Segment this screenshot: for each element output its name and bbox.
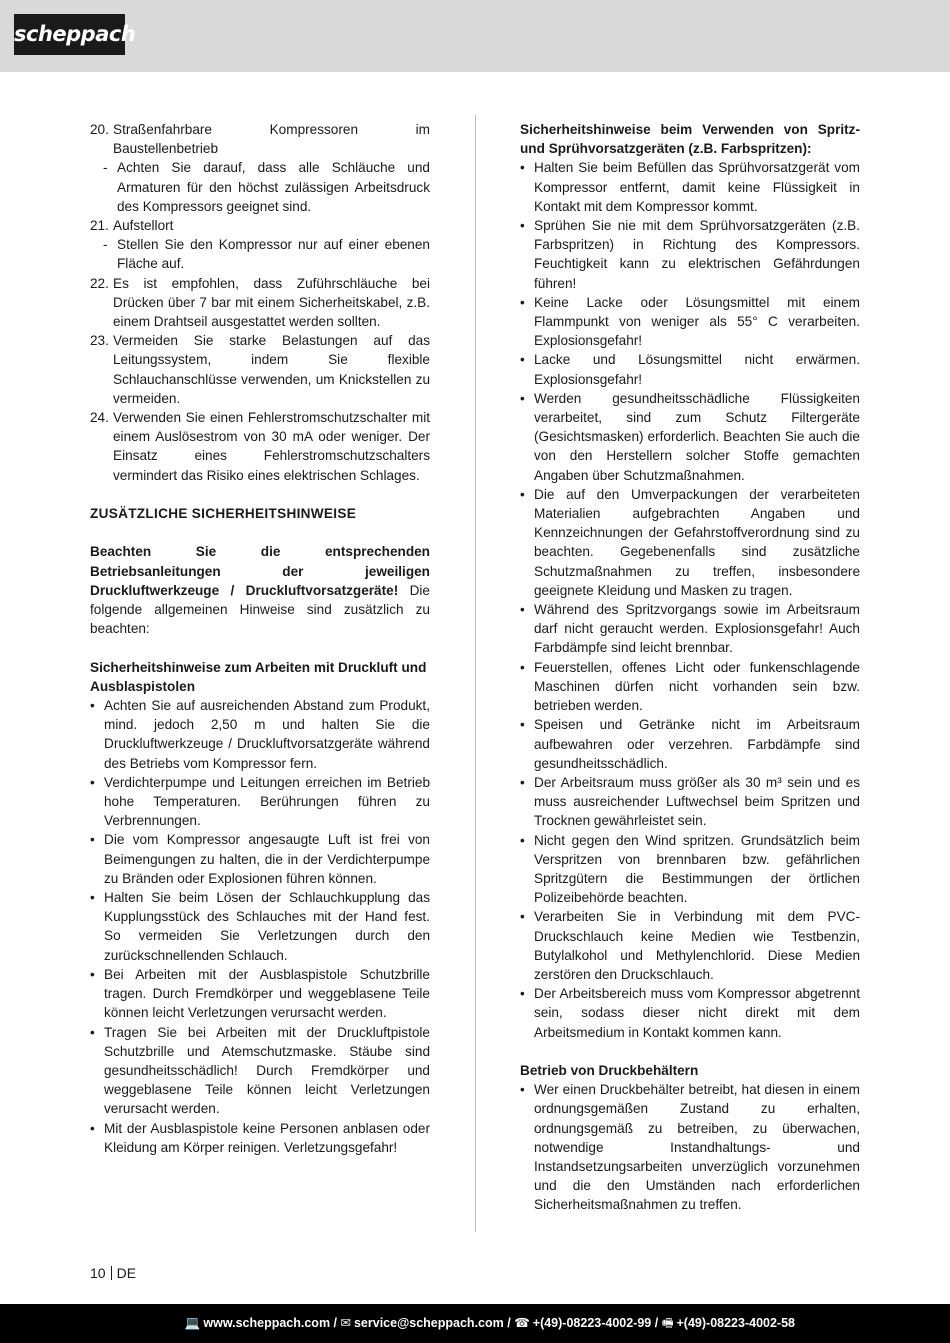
- bullet-item: [90, 1023, 430, 1119]
- bullet-item: [520, 389, 860, 485]
- bullet-item: [520, 658, 860, 716]
- phone-icon: ☎: [514, 1316, 530, 1330]
- bullet-item: [520, 984, 860, 1042]
- item-number: 21.: [90, 218, 109, 234]
- intro-bold: Beachten Sie die entsprechenden Betriebsanleitungen der jeweiligen Druckluftwerkzeuge / Druckluftvorsatzgeräte!: [90, 544, 430, 598]
- bullet-marker: •: [520, 832, 525, 848]
- bullet-marker: •: [520, 160, 525, 176]
- item-text: Straßenfahrbare Kompressoren im Baustellenbetrieb: [113, 122, 430, 157]
- item-number: 22.: [90, 275, 109, 291]
- bullet-text: Verdichterpumpe und Leitungen erreichen im Betrieb hohe Temperaturen. Berührungen führen zu Verbrennungen.: [104, 774, 430, 829]
- bullet-item: [520, 1080, 860, 1214]
- bullet-item: [90, 888, 430, 965]
- bullet-marker: •: [90, 1024, 95, 1040]
- bullet-text: Wer einen Druckbehälter betreibt, hat diesen in einem ordnungsgemäßen Zustand zu erhalten, ordnungsgemäß zu betreiben, zu überwachen, notwendige Instandhaltungs- und Instandsetzungsarbeiten unverzüglich vorzunehmen und die den Umständen nach erforderlichen Sicherheitsmaßnahmen zu treffen.: [534, 1082, 860, 1213]
- sub-heading-druckbehaelter: Betrieb von Druckbehältern: [520, 1062, 699, 1078]
- bullet-marker: •: [520, 294, 525, 310]
- bullet-item: [520, 293, 860, 351]
- bullet-marker: •: [520, 986, 525, 1002]
- bullet-marker: •: [520, 218, 525, 234]
- bullet-text: Während des Spritzvorgangs sowie im Arbeitsraum darf nicht geraucht werden. Explosionsgefahr! Auch Farbdämpfe sind leicht brennbar.: [534, 602, 860, 656]
- bullet-marker: •: [520, 717, 525, 733]
- bullet-item: [520, 831, 860, 908]
- bullet-item: [90, 830, 430, 888]
- item-text: Achten Sie darauf, dass alle Schläuche und Armaturen für den höchst zulässigen Arbeitsdruck des Kompressors geeignet sind.: [117, 160, 430, 214]
- bullet-text: Lacke und Lösungsmittel nicht erwärmen. Explosionsgefahr!: [534, 352, 860, 387]
- item-number: 24.: [90, 410, 109, 426]
- item-text: Stellen Sie den Kompressor nur auf einer ebenen Fläche auf.: [117, 237, 430, 272]
- bullet-list-druckbehaelter: [520, 1080, 860, 1214]
- bullet-text: Keine Lacke oder Lösungsmittel mit einem Flammpunkt von weniger als 55° C verarbeiten. Explosionsgefahr!: [534, 294, 860, 349]
- intro-paragraph: [90, 542, 430, 638]
- bullet-text: Achten Sie auf ausreichenden Abstand zum Produkt, mind. jedoch 2,50 m und halten Sie die Druckluftwerkzeuge / Druckluftvorsatzgeräte während des Betriebs vom Kompressor fern.: [104, 698, 430, 771]
- numbered-item: [90, 216, 430, 235]
- bullet-text: Feuerstellen, offenes Licht oder funkenschlagende Maschinen dürfen nicht vorhanden sein bzw. betrieben werden.: [534, 659, 860, 714]
- bullet-marker: •: [90, 698, 95, 714]
- bullet-marker: •: [520, 909, 525, 925]
- bullet-marker: •: [520, 352, 525, 368]
- bullet-text: Speisen und Getränke nicht im Arbeitsraum aufbewahren oder verzehren. Farbdämpfe sind gesundheitsschädlich.: [534, 717, 860, 771]
- bullet-marker: •: [90, 832, 95, 848]
- item-number: 20.: [90, 122, 109, 137]
- bullet-text: Nicht gegen den Wind spritzen. Grundsätzlich beim Verspritzen von brennbaren bzw. gefährlichen Spritzgütern die Bestimmungen der örtlichen Polizeibehörde beachten.: [534, 832, 860, 906]
- bullet-text: Der Arbeitsraum muss größer als 30 m³ sein und es muss ausreichender Luftwechsel beim Spritzen und Trocknen gewährleistet sein.: [534, 774, 860, 829]
- bullet-text: Tragen Sie bei Arbeiten mit der Druckluftpistole Schutzbrille und Atemschutzmaske. Stäube sind gesundheitsschädlich! Durch Fremdkörper und weggeblasene Teile können leicht Verletzungen verursacht werden.: [104, 1024, 430, 1117]
- mail-icon: ✉: [340, 1316, 351, 1330]
- bullet-marker: •: [90, 890, 95, 906]
- page-separator: [111, 1266, 112, 1280]
- bullet-marker: •: [520, 602, 525, 618]
- section-heading: ZUSÄTZLICHE SICHERHEITSHINWEISE: [90, 506, 357, 522]
- bullet-list-spritz: [520, 158, 860, 1041]
- dash-marker: -: [103, 237, 108, 253]
- bullet-item: [520, 715, 860, 773]
- bullet-text: Bei Arbeiten mit der Ausblaspistole Schutzbrille tragen. Durch Fremdkörper und weggeblasene Teile können leicht Verletzungen verursacht werden.: [104, 966, 430, 1021]
- fax-icon: 🖷: [661, 1316, 674, 1330]
- bullet-item: [90, 773, 430, 831]
- item-number: 23.: [90, 333, 109, 349]
- bullet-marker: •: [520, 390, 525, 406]
- dash-marker: -: [103, 160, 108, 176]
- bullet-item: [520, 216, 860, 293]
- bullet-item: [90, 1119, 430, 1157]
- column-divider: [475, 115, 476, 1232]
- left-column: [90, 120, 430, 1157]
- page-language: DE: [116, 1265, 137, 1281]
- sub-heading-druckluft: Sicherheitshinweise zum Arbeiten mit Druckluft und Ausblaspistolen: [90, 659, 427, 694]
- item-text: Es ist empfohlen, dass Zuführschläuche bei Drücken über 7 bar mit einem Sicherheitskabel, z.B. einem Drahtseil ausgestattet werden sollten.: [113, 275, 430, 330]
- bullet-marker: •: [520, 486, 525, 502]
- bullet-item: [520, 907, 860, 984]
- bullet-marker: •: [90, 966, 95, 982]
- footer-web[interactable]: www.scheppach.com /: [203, 1316, 338, 1330]
- bullet-text: Sprühen Sie nie mit dem Sprühvorsatzgeräten (z.B. Farbspritzen) in Richtung des Kompressors. Feuchtigkeit kann zu elektrischen Gefährdungen führen!: [534, 218, 860, 291]
- bullet-text: Der Arbeitsbereich muss vom Kompressor abgetrennt sein, sodass dieser nicht direkt mit dem Arbeitsmedium in Kontakt kommen kann.: [534, 986, 860, 1040]
- footer-phone: +(49)-08223-4002-99 /: [532, 1316, 659, 1330]
- item-text: Aufstellort: [113, 218, 174, 234]
- bullet-text: Verarbeiten Sie in Verbindung mit dem PVC-Druckschlauch keine Medien wie Testbenzin, Butylalkohol und Methylenchlorid. Diese Medien zerstören den Druckschlauch.: [534, 909, 860, 982]
- numbered-item: [90, 120, 430, 158]
- bullet-item: [520, 773, 860, 831]
- bullet-item: [90, 965, 430, 1023]
- item-text: Vermeiden Sie starke Belastungen auf das Leitungssystem, indem Sie flexible Schlauchanschlüsse verwenden, um Knickstellen zu vermeiden.: [113, 333, 430, 406]
- numbered-item: [90, 331, 430, 408]
- numbered-item: [90, 408, 430, 485]
- bullet-text: Werden gesundheitsschädliche Flüssigkeiten verarbeitet, sind zum Schutz Filtergeräte (Gesichtsmasken) erforderlich. Beachten Sie auch die von den Herstellern solcher Stoffe gemachten Angaben über Schutzmaßnahmen.: [534, 390, 860, 483]
- dash-item: [90, 235, 430, 273]
- sub-heading-spritz: Sicherheitshinweise beim Verwenden von Spritz- und Sprühvorsatzgeräten (z.B. Farbspritzen):: [520, 122, 860, 157]
- bullet-item: [520, 485, 860, 600]
- bullet-text: Halten Sie beim Lösen der Schlauchkupplung das Kupplungsstück des Schlauches mit der Hand fest. So vermeiden Sie Verletzungen durch den zurückschnellenden Schlauch.: [104, 890, 430, 963]
- footer-mail[interactable]: service@scheppach.com /: [353, 1316, 511, 1330]
- bullet-text: Die auf den Umverpackungen der verarbeiteten Materialien aufgebrachten Angaben und Kennzeichnungen der Gefahrstoffverordnung sind zu beachten. Gegebenenfalls sind zusätzliche Schutzmaßnahmen zu treffen, insbesondere geeignete Kleidung und Masken zu tragen.: [534, 486, 860, 598]
- bullet-text: Halten Sie beim Befüllen das Sprühvorsatzgerät vom Kompressor entfernt, damit keine Flüssigkeit in Kontakt mit dem Kompressor kommt.: [534, 160, 860, 214]
- bullet-marker: •: [520, 659, 525, 675]
- page-number-value: 10: [90, 1265, 106, 1281]
- computer-icon: 💻: [184, 1316, 201, 1330]
- bullet-list-druckluft: [90, 696, 430, 1157]
- bullet-item: [520, 350, 860, 388]
- bullet-marker: •: [520, 774, 525, 790]
- page-footer: [0, 1304, 950, 1343]
- footer-fax: +(49)-08223-4002-58: [676, 1316, 795, 1330]
- dash-item: [90, 158, 430, 216]
- brand-logo: scheppach: [14, 14, 125, 55]
- bullet-marker: •: [90, 774, 95, 790]
- intro-rest: Die folgende allgemeinen Hinweise sind zusätzlich zu beachten:: [90, 582, 430, 637]
- page-header: [0, 0, 950, 72]
- bullet-text: Mit der Ausblaspistole keine Personen anblasen oder Kleidung am Körper reinigen. Verletzungsgefahr!: [104, 1120, 430, 1155]
- numbered-item: [90, 274, 430, 332]
- bullet-text: Die vom Kompressor angesaugte Luft ist frei von Beimengungen zu halten, die in der Verdichterpumpe zu Bränden oder Explosionen führen können.: [104, 832, 430, 886]
- item-text: Verwenden Sie einen Fehlerstromschutzschalter mit einem Auslösestrom von 30 mA oder weniger. Der Einsatz eines Fehlerstromschutzschalters vermindert das Risiko eines elektrischen Schlages.: [113, 410, 430, 483]
- bullet-marker: •: [520, 1082, 525, 1098]
- bullet-item: [90, 696, 430, 773]
- bullet-marker: •: [90, 1120, 95, 1136]
- bullet-item: [520, 158, 860, 216]
- numbered-list: [90, 120, 430, 485]
- page-number: [90, 1265, 136, 1281]
- right-column: [520, 120, 860, 1215]
- bullet-item: [520, 600, 860, 658]
